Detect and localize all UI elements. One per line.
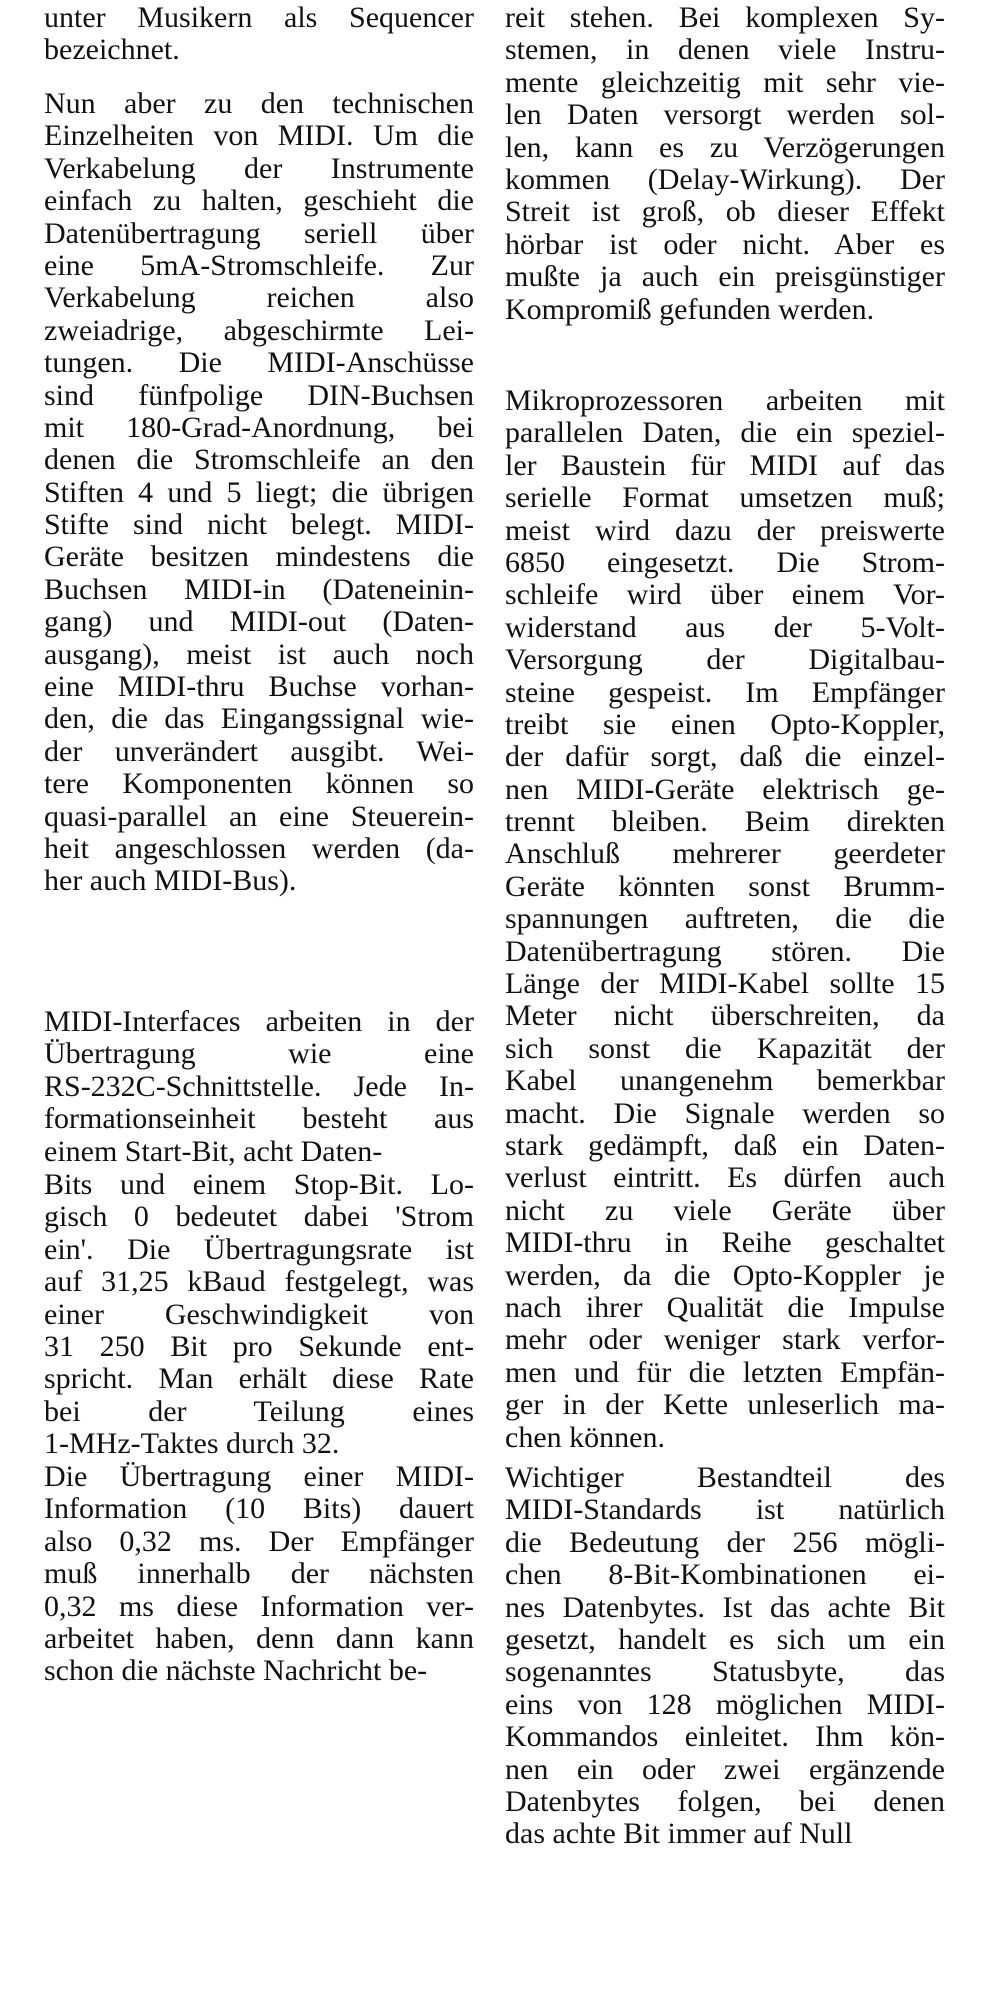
text-line: meist wird dazu der preiswerte <box>505 514 945 547</box>
text-line: den, die das Eingangssignal wie- <box>44 703 474 736</box>
text-line: eins von 128 möglichen MIDI- <box>505 1688 945 1721</box>
text-line: Datenübertragung stören. Die <box>505 935 945 968</box>
text-line: len, kann es zu Verzögerungen <box>505 131 945 164</box>
text-line: heit angeschlossen werden (da- <box>44 832 474 865</box>
text-line: formationseinheit besteht aus <box>44 1103 474 1136</box>
text-line: Kompromiß gefunden werden. <box>505 293 875 326</box>
text-line: 1-MHz-Taktes durch 32. <box>44 1428 340 1461</box>
text-line: treibt sie einen Opto-Koppler, <box>505 708 945 741</box>
paragraph <box>44 1006 474 1168</box>
text-line: Information (10 Bits) dauert <box>44 1493 474 1526</box>
text-line: zweiadrige, abgeschirmte Lei- <box>44 314 474 347</box>
paragraph <box>505 2 945 326</box>
text-line: ausgang), meist ist auch noch <box>44 638 474 671</box>
text-line: unter Musikern als Sequencer <box>44 2 474 34</box>
text-line: spricht. Man erhält diese Rate <box>44 1363 474 1396</box>
text-line: her auch MIDI-Bus). <box>44 865 297 898</box>
text-line: kommen (Delay-Wirkung). Der <box>505 163 945 196</box>
text-line: muß innerhalb der nächsten <box>44 1558 474 1591</box>
text-line: MIDI-thru in Reihe geschaltet <box>505 1227 945 1260</box>
text-line: ler Baustein für MIDI auf das <box>505 449 945 482</box>
text-line: der unverändert ausgibt. Wei- <box>44 735 474 768</box>
paragraph <box>44 88 474 898</box>
text-line: Einzelheiten von MIDI. Um die <box>44 120 474 153</box>
text-line: eine 5mA-Stromschleife. Zur <box>44 249 474 282</box>
text-line: tungen. Die MIDI-Anschüsse <box>44 347 474 380</box>
text-line: einfach zu halten, geschieht die <box>44 185 474 218</box>
text-line: Wichtiger Bestandteil des <box>505 1462 945 1494</box>
text-line: werden, da die Opto-Koppler je <box>505 1259 945 1292</box>
text-line: also 0,32 ms. Der Empfänger <box>44 1525 474 1558</box>
text-line: die Bedeutung der 256 mögli- <box>505 1526 945 1559</box>
text-line: nicht zu viele Geräte über <box>505 1194 945 1227</box>
text-line: Datenübertragung seriell über <box>44 217 474 250</box>
text-line: MIDI-Standards ist natürlich <box>505 1494 945 1527</box>
text-line: Versorgung der Digitalbau- <box>505 644 945 677</box>
text-line: tere Komponenten können so <box>44 768 474 801</box>
text-line: serielle Format umsetzen muß; <box>505 482 945 515</box>
text-line: bezeichnet. <box>44 34 180 67</box>
text-line: Mikroprozessoren arbeiten mit <box>505 385 945 417</box>
text-line: Verkabelung der Instrumente <box>44 152 474 185</box>
text-line: Übertragung wie eine <box>44 1038 474 1071</box>
text-line: sind fünfpolige DIN-Buchsen <box>44 379 474 412</box>
text-line: RS-232C-Schnittstelle. Jede In- <box>44 1070 474 1103</box>
text-line: das achte Bit immer auf Null <box>505 1818 853 1851</box>
text-line: sogenanntes Statusbyte, das <box>505 1656 945 1689</box>
text-line: Anschluß mehrerer geerdeter <box>505 838 945 871</box>
text-line: Kabel unangenehm bemerkbar <box>505 1065 945 1098</box>
text-line: 31 250 Bit pro Sekunde ent- <box>44 1330 474 1363</box>
text-line: Stifte sind nicht belegt. MIDI- <box>44 509 474 542</box>
text-line: chen können. <box>505 1421 665 1454</box>
paragraph <box>44 2 474 67</box>
text-line: nen ein oder zwei ergänzende <box>505 1753 945 1786</box>
text-line: 0,32 ms diese Information ver- <box>44 1590 474 1623</box>
paragraph <box>505 1462 945 1851</box>
text-line: Geräte besitzen mindestens die <box>44 541 474 574</box>
text-line: mente gleichzeitig mit sehr vie- <box>505 66 945 99</box>
text-line: arbeitet haben, denn dann kann <box>44 1622 474 1655</box>
text-line: stark gedämpft, daß ein Daten- <box>505 1129 945 1162</box>
text-line: mit 180-Grad-Anordnung, bei <box>44 411 474 444</box>
text-line: Die Übertragung einer MIDI- <box>44 1461 474 1493</box>
text-line: Nun aber zu den technischen <box>44 88 474 120</box>
text-line: auf 31,25 kBaud festgelegt, was <box>44 1266 474 1299</box>
text-line: spannungen auftreten, die die <box>505 903 945 936</box>
text-line: steine gespeist. Im Empfänger <box>505 676 945 709</box>
text-line: gisch 0 bedeutet dabei 'Strom <box>44 1201 474 1234</box>
text-line: Geräte könnten sonst Brumm- <box>505 870 945 903</box>
text-line: mehr oder weniger stark verfor- <box>505 1324 945 1357</box>
text-line: gang) und MIDI-out (Daten- <box>44 606 474 639</box>
text-line: denen die Stromschleife an den <box>44 444 474 477</box>
text-line: Stiften 4 und 5 liegt; die übrigen <box>44 476 474 509</box>
text-line: MIDI-Interfaces arbeiten in der <box>44 1006 474 1038</box>
text-line: Länge der MIDI-Kabel sollte 15 <box>505 968 945 1001</box>
text-line: Buchsen MIDI-in (Dateneinin- <box>44 573 474 606</box>
text-line: Streit ist groß, ob dieser Effekt <box>505 196 945 229</box>
text-line: nen MIDI-Geräte elektrisch ge- <box>505 773 945 806</box>
text-line: sich sonst die Kapazität der <box>505 1032 945 1065</box>
text-line: mußte ja auch ein preisgünstiger <box>505 261 945 294</box>
text-line: trennt bleiben. Beim direkten <box>505 806 945 839</box>
text-line: Verkabelung reichen also <box>44 282 474 315</box>
text-line: len Daten versorgt werden sol- <box>505 99 945 132</box>
text-line: men und für die letzten Empfän- <box>505 1356 945 1389</box>
text-line: nach ihrer Qualität die Impulse <box>505 1291 945 1324</box>
text-line: ein'. Die Übertragungsrate ist <box>44 1233 474 1266</box>
text-line: einem Start-Bit, acht Daten- <box>44 1135 383 1168</box>
paragraph <box>44 1461 474 1688</box>
text-line: Datenbytes folgen, bei denen <box>505 1785 945 1818</box>
text-line: nes Datenbytes. Ist das achte Bit <box>505 1591 945 1624</box>
text-line: Bits und einem Stop-Bit. Lo- <box>44 1169 474 1201</box>
text-line: einer Geschwindigkeit von <box>44 1298 474 1331</box>
text-line: reit stehen. Bei komplexen Sy- <box>505 2 945 34</box>
text-line: Kommandos einleitet. Ihm kön- <box>505 1721 945 1754</box>
text-line: gesetzt, handelt es sich um ein <box>505 1623 945 1656</box>
text-line: widerstand aus der 5-Volt- <box>505 611 945 644</box>
text-line: bei der Teilung eines <box>44 1395 474 1428</box>
text-line: schon die nächste Nachricht be- <box>44 1655 428 1688</box>
text-line: hörbar ist oder nicht. Aber es <box>505 228 945 261</box>
paragraph <box>44 1169 474 1461</box>
text-line: stemen, in denen viele Instru- <box>505 34 945 67</box>
text-line: schleife wird über einem Vor- <box>505 579 945 612</box>
text-line: chen 8-Bit-Kombinationen ei- <box>505 1559 945 1592</box>
text-line: Meter nicht überschreiten, da <box>505 1000 945 1033</box>
text-line: eine MIDI-thru Buchse vorhan- <box>44 671 474 704</box>
text-line: macht. Die Signale werden so <box>505 1097 945 1130</box>
text-line: ger in der Kette unleserlich ma- <box>505 1389 945 1422</box>
text-line: der dafür sorgt, daß die einzel- <box>505 741 945 774</box>
text-line: parallelen Daten, die ein speziel- <box>505 417 945 450</box>
text-line: 6850 eingesetzt. Die Strom- <box>505 546 945 579</box>
text-line: quasi-parallel an eine Steuerein- <box>44 800 474 833</box>
text-line: verlust eintritt. Es dürfen auch <box>505 1162 945 1195</box>
paragraph <box>505 385 945 1454</box>
